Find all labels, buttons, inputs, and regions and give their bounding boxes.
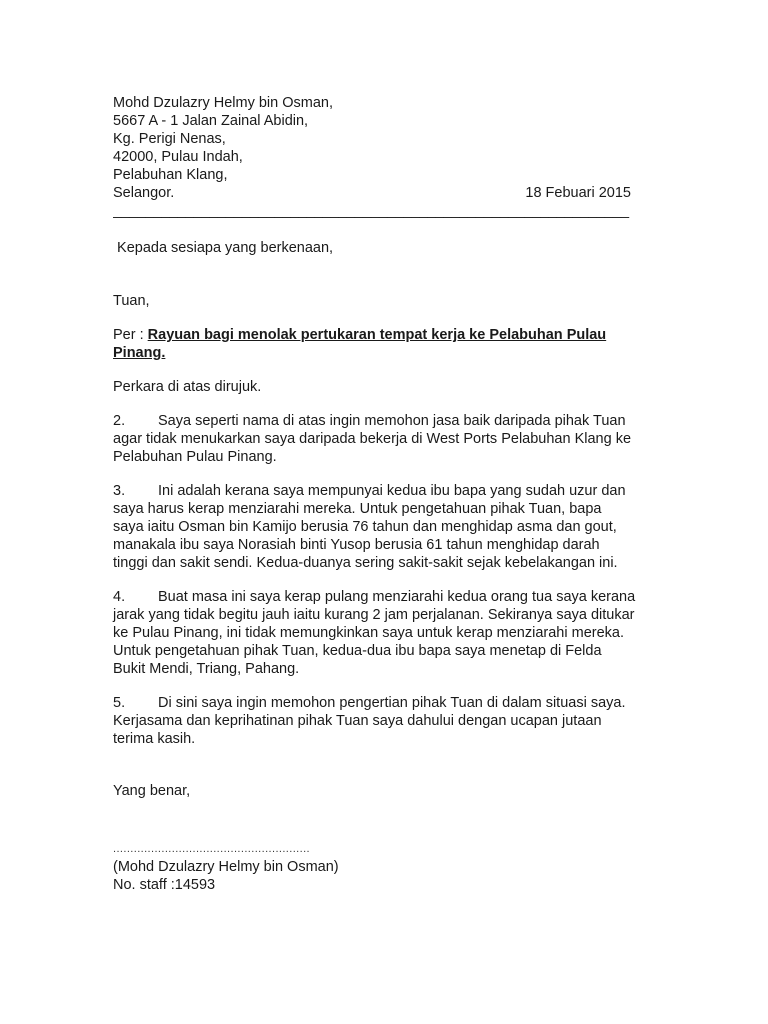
paragraph-line: manakala ibu saya Norasiah binti Yusop berusia 61 tahun menghidap darah <box>113 537 600 553</box>
paragraph-line: saya iaitu Osman bin Kamijo berusia 76 tahun dan menghidap asma dan gout, <box>113 519 617 535</box>
paragraph-4 <box>113 588 636 678</box>
subject-title-continued: Pinang. <box>113 345 166 361</box>
paragraph-line: tinggi dan sakit sendi. Kedua-duanya sering sakit-sakit sejak kebelakangan ini. <box>113 555 618 571</box>
paragraph-line: Buat masa ini saya kerap pulang menziarahi kedua orang tua saya kerana <box>158 589 636 605</box>
sender-address-line: Kg. Perigi Nenas, <box>113 131 226 147</box>
paragraph-line: ke Pulau Pinang, ini tidak memungkinkan saya untuk kerap menziarahi mereka. <box>113 625 624 641</box>
closing: Yang benar, <box>113 783 191 799</box>
paragraph-number: 2. <box>113 413 126 429</box>
signatory-name: (Mohd Dzulazry Helmy bin Osman) <box>113 859 339 875</box>
sender-block <box>113 94 633 220</box>
sender-address-line: Pelabuhan Klang, <box>113 167 228 183</box>
paragraph-5 <box>113 694 633 748</box>
sender-address-line: 42000, Pulau Indah, <box>113 149 243 165</box>
subject-prefix: Per : <box>113 327 148 343</box>
paragraph-number: 5. <box>113 695 126 711</box>
recipient-line: Kepada sesiapa yang berkenaan, <box>113 240 334 256</box>
subject-title: Rayuan bagi menolak pertukaran tempat kerja ke Pelabuhan Pulau <box>147 327 607 343</box>
paragraph-line: Bukit Mendi, Triang, Pahang. <box>113 661 300 677</box>
paragraph-line: Pelabuhan Pulau Pinang. <box>113 449 277 465</box>
paragraph-number: 4. <box>113 589 126 605</box>
staff-number: No. staff :14593 <box>113 877 216 893</box>
subject-block <box>113 326 633 362</box>
letter-date: 18 Febuari 2015 <box>525 185 631 201</box>
reference-line: Perkara di atas dirujuk. <box>113 379 262 395</box>
paragraph-2 <box>113 412 633 466</box>
letter-document <box>113 94 636 894</box>
paragraph-line: saya harus kerap menziarahi mereka. Untuk pengetahuan pihak Tuan, bapa <box>113 501 602 517</box>
paragraph-number: 3. <box>113 483 126 499</box>
sender-address-line: Selangor. <box>113 185 175 201</box>
paragraph-line: Di sini saya ingin memohon pengertian pihak Tuan di dalam situasi saya. <box>158 695 626 711</box>
paragraph-line: terima kasih. <box>113 731 196 747</box>
header-divider: ________________________________________________________________ <box>113 203 630 219</box>
paragraph-line: Saya seperti nama di atas ingin memohon jasa baik daripada pihak Tuan <box>158 413 626 429</box>
paragraph-line: jarak yang tidak begitu jauh iaitu kurang 2 jam perjalanan. Sekiranya saya ditukar <box>113 607 635 623</box>
paragraph-line: Kerjasama dan keprihatinan pihak Tuan saya dahului dengan ucapan jutaan <box>113 713 602 729</box>
signature-line: ......................................................... <box>113 843 311 855</box>
paragraph-line: Ini adalah kerana saya mempunyai kedua ibu bapa yang sudah uzur dan <box>158 483 626 499</box>
sender-name: Mohd Dzulazry Helmy bin Osman, <box>113 95 333 111</box>
paragraph-line: Untuk pengetahuan pihak Tuan, kedua-dua ibu bapa saya menetap di Felda <box>113 643 602 659</box>
paragraph-3 <box>113 482 633 572</box>
salutation: Tuan, <box>113 293 150 309</box>
paragraph-line: agar tidak menukarkan saya daripada bekerja di West Ports Pelabuhan Klang ke <box>113 431 632 447</box>
sender-address-line: 5667 A - 1 Jalan Zainal Abidin, <box>113 113 309 129</box>
signature-block <box>113 840 633 894</box>
sender-state-date-row <box>113 184 633 202</box>
